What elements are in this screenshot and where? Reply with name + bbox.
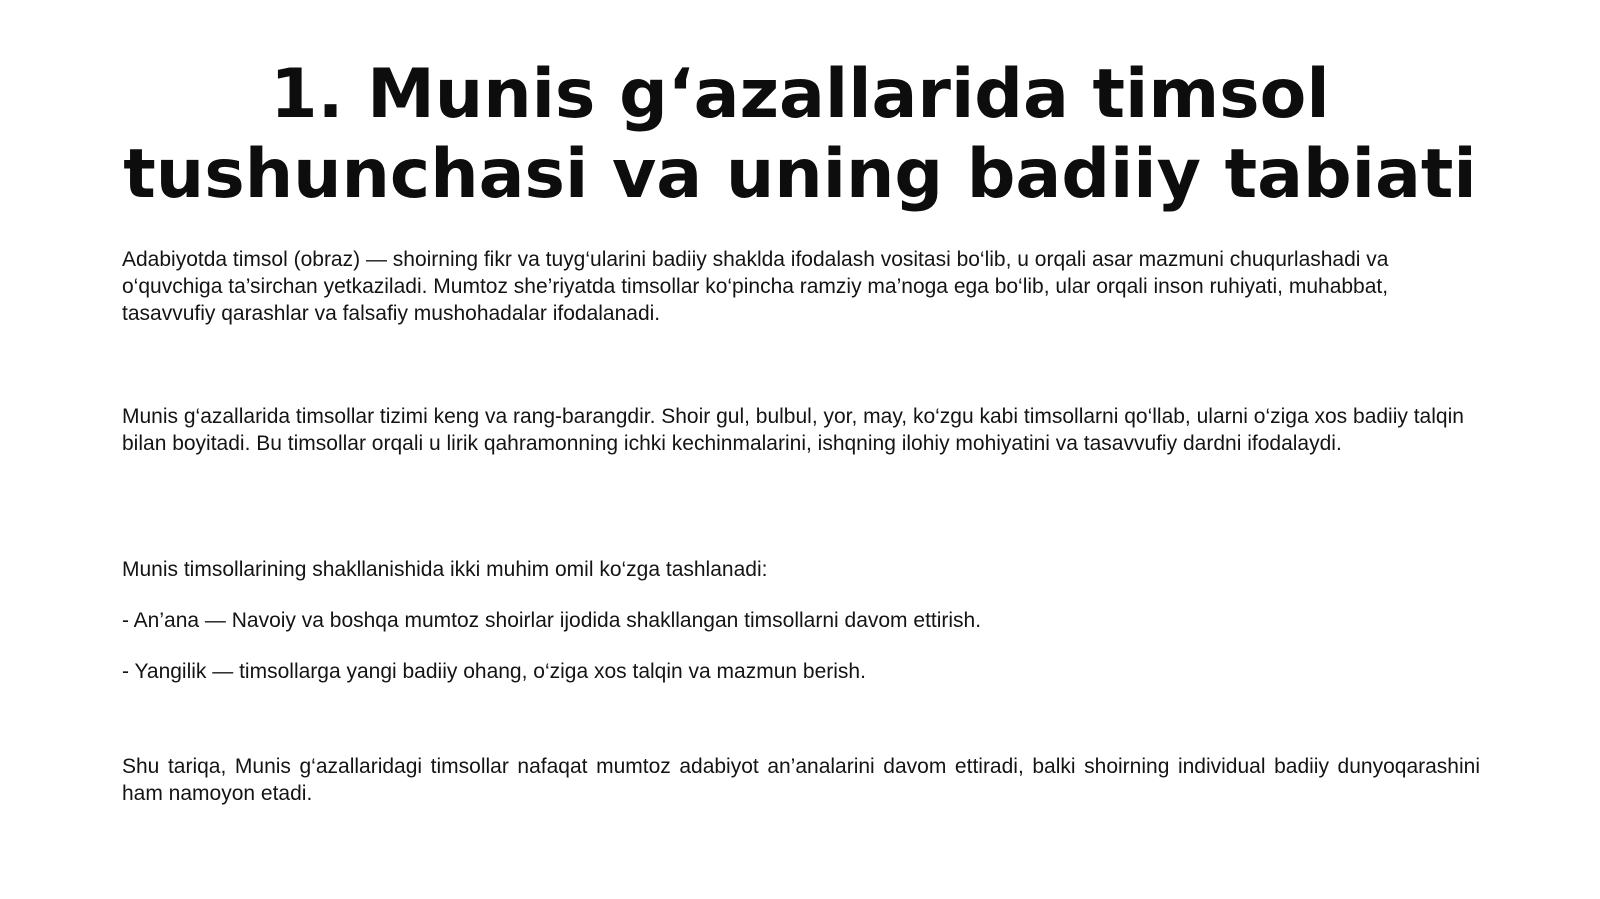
list-item-tradition: - An’ana — Navoiy va boshqa mumtoz shoirlar ijodida shakllangan timsollarni davom ettirish.	[122, 609, 982, 632]
paragraph-symbol-system: Munis g‘azallarida timsollar tizimi keng va rang-barangdir. Shoir gul, bulbul, yor, may, ko‘zgu kabi timsollarni qo‘llab, ularni o‘ziga xos badiiy talqin bilan boyitadi. Bu timsollar orqali u lirik qahramonning ichki kechinmalarini, ishqning ilohiy mohiyatini va tasavvufiy dardni ifodalaydi.	[122, 405, 1464, 455]
paragraph-factors-intro: Munis timsollarining shakllanishida ikki muhim omil ko‘zga tashlanadi:	[122, 558, 768, 581]
slide-title: 1. Munis g‘azallarida timsol tushunchasi va uning badiiy tabiati	[123, 55, 1477, 214]
paragraph-conclusion: Shu tariqa, Munis g‘azallaridagi timsollar nafaqat mumtoz adabiyot an’analarini davom ettiradi, balki shoirning individual badiiy dunyoqarashini ham namoyon etadi.	[122, 755, 1480, 805]
list-item-innovation: - Yangilik — timsollarga yangi badiiy ohang, o‘ziga xos talqin va mazmun berish.	[122, 660, 866, 683]
paragraph-definition: Adabiyotda timsol (obraz) — shoirning fikr va tuyg‘ularini badiiy shaklda ifodalash vositasi bo‘lib, u orqali asar mazmuni chuqurlashadi va o‘quvchiga ta’sirchan yetkaziladi. Mumtoz she’riyatda timsollar ko‘pincha ramziy ma’noga ega bo‘lib, ular orqali inson ruhiyati, muhabbat, tasavvufiy qarashlar va falsafiy mushohadalar ifodalanadi.	[122, 248, 1389, 325]
